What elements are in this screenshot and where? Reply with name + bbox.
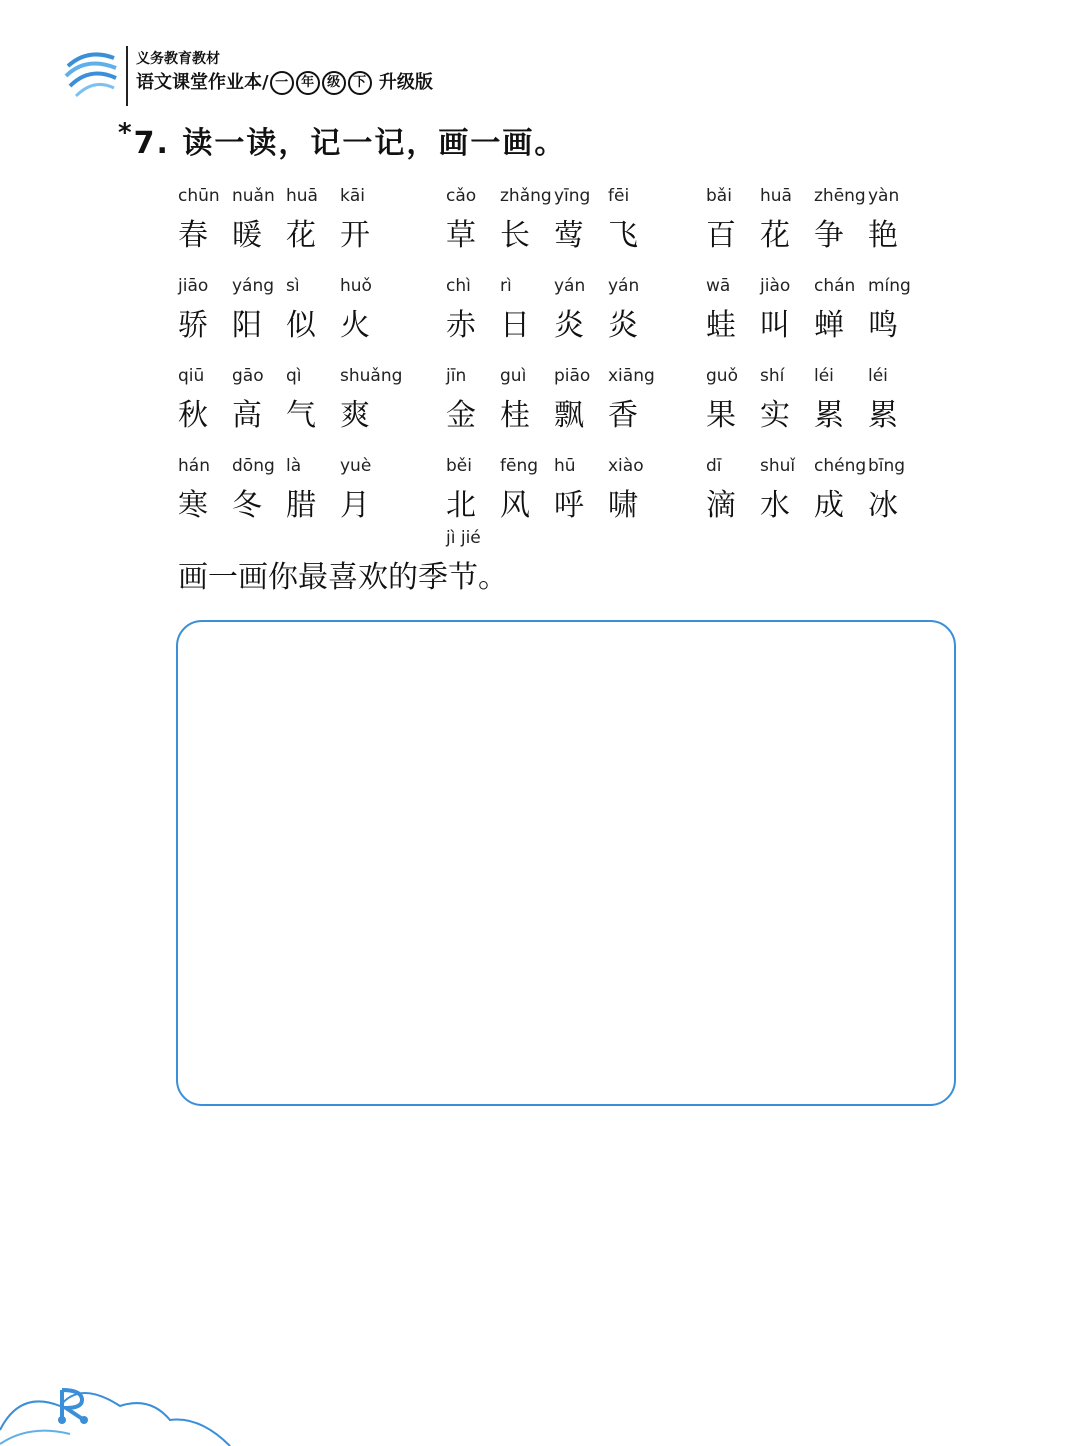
hanzi-char: 莺 xyxy=(554,218,584,253)
phrase-hanzi xyxy=(706,480,936,524)
hanzi-char: 艳 xyxy=(868,218,898,253)
pinyin-syllable: shí xyxy=(760,366,785,386)
hanzi-char: 暖 xyxy=(232,218,262,253)
pinyin-syllable: chì xyxy=(446,276,471,296)
hanzi-char: 气 xyxy=(286,398,316,433)
pinyin-syllable: shuǎng xyxy=(340,366,403,386)
hanzi-char: 成 xyxy=(814,488,844,523)
pinyin-syllable: fēi xyxy=(608,186,630,206)
hanzi-char: 滴 xyxy=(706,488,736,523)
phrase-hanzi xyxy=(178,300,408,344)
phrase-hanzi xyxy=(178,390,408,434)
hanzi-char: 金 xyxy=(446,398,476,433)
hanzi-char: 赤 xyxy=(446,308,476,343)
hanzi-char: 冰 xyxy=(868,488,898,523)
pinyin-syllable: yáng xyxy=(232,276,275,296)
pinyin-syllable: xiāng xyxy=(608,366,655,386)
hanzi-char: 日 xyxy=(500,308,530,343)
pinyin-syllable: léi xyxy=(868,366,888,386)
pinyin-syllable: hū xyxy=(554,456,576,476)
pinyin-syllable: bǎi xyxy=(706,186,732,206)
hanzi-char: 实 xyxy=(760,398,790,433)
pinyin-syllable: chūn xyxy=(178,186,220,206)
hanzi-char: 骄 xyxy=(178,308,208,343)
phrase-pinyin xyxy=(706,276,936,298)
pinyin-syllable: míng xyxy=(868,276,911,296)
hanzi-char: 秋 xyxy=(178,398,208,433)
phrase-hanzi xyxy=(706,300,936,344)
pinyin-syllable: là xyxy=(286,456,302,476)
phrase-pinyin xyxy=(446,456,676,478)
hanzi-char: 花 xyxy=(760,218,790,253)
phrase-pinyin xyxy=(178,186,408,208)
hanzi-char: 风 xyxy=(500,488,530,523)
hanzi-char: 鸣 xyxy=(868,308,898,343)
pinyin-syllable: dōng xyxy=(232,456,275,476)
hanzi-char: 似 xyxy=(286,308,316,343)
hanzi-char: 爽 xyxy=(340,398,370,433)
cloud-r-logo-icon xyxy=(0,1360,240,1446)
pinyin-syllable: guì xyxy=(500,366,527,386)
grade-char: 一 xyxy=(270,71,294,95)
phrase-pinyin xyxy=(178,276,408,298)
hanzi-char: 腊 xyxy=(286,488,316,523)
phrase-pinyin xyxy=(706,186,936,208)
pinyin-syllable: xiào xyxy=(608,456,644,476)
hanzi-char: 寒 xyxy=(178,488,208,523)
phrase-pinyin xyxy=(706,456,936,478)
phrase-item xyxy=(178,276,408,344)
phrase-hanzi xyxy=(446,390,676,434)
phrase-hanzi xyxy=(178,480,408,524)
pinyin-syllable: guǒ xyxy=(706,366,738,386)
pinyin-syllable: qiū xyxy=(178,366,205,386)
pinyin-syllable: piāo xyxy=(554,366,591,386)
exercise-title xyxy=(118,118,566,162)
hanzi-char: 桂 xyxy=(500,398,530,433)
hanzi-char: 高 xyxy=(232,398,262,433)
pinyin-syllable: bīng xyxy=(868,456,906,476)
hanzi-char: 长 xyxy=(500,218,530,253)
pinyin-syllable: nuǎn xyxy=(232,186,275,206)
hanzi-char: 花 xyxy=(286,218,316,253)
pinyin-syllable: sì xyxy=(286,276,300,296)
phrase-hanzi xyxy=(446,300,676,344)
hanzi-char: 阳 xyxy=(232,308,262,343)
hanzi-char: 累 xyxy=(814,398,844,433)
pinyin-syllable: jiào xyxy=(760,276,791,296)
pinyin-syllable: rì xyxy=(500,276,512,296)
phrase-pinyin xyxy=(446,276,676,298)
phrase-hanzi xyxy=(446,480,676,524)
hanzi-char: 冬 xyxy=(232,488,262,523)
hanzi-char: 炎 xyxy=(554,308,584,343)
drawing-area[interactable] xyxy=(176,620,956,1106)
pinyin-syllable: zhēng xyxy=(814,186,866,206)
pinyin-syllable: yàn xyxy=(868,186,900,206)
hanzi-char: 百 xyxy=(706,218,736,253)
pinyin-syllable: dī xyxy=(706,456,722,476)
hanzi-char: 春 xyxy=(178,218,208,253)
exercise-title-text: 7. 读一读，记一记，画一画。 xyxy=(133,126,567,161)
phrase-item xyxy=(178,186,408,254)
optional-star: * xyxy=(118,118,134,148)
hanzi-char: 争 xyxy=(814,218,844,253)
hanzi-char: 果 xyxy=(706,398,736,433)
phrase-pinyin xyxy=(178,366,408,388)
hanzi-char: 啸 xyxy=(608,488,638,523)
phrase-item xyxy=(446,276,676,344)
phrase-pinyin xyxy=(446,366,676,388)
phrase-hanzi xyxy=(446,210,676,254)
phrase-pinyin xyxy=(178,456,408,478)
phrase-item xyxy=(178,456,408,524)
hanzi-char: 累 xyxy=(868,398,898,433)
phrase-item xyxy=(446,456,676,524)
phrase-hanzi xyxy=(706,390,936,434)
phrase-item xyxy=(446,186,676,254)
phrase-hanzi xyxy=(178,210,408,254)
prompt-pinyin: jì jié xyxy=(446,528,481,548)
hanzi-char: 水 xyxy=(760,488,790,523)
phrase-item xyxy=(706,276,936,344)
phrase-item xyxy=(706,456,936,524)
pinyin-syllable: wā xyxy=(706,276,731,296)
pinyin-syllable: jīn xyxy=(446,366,467,386)
phrase-hanzi xyxy=(706,210,936,254)
series-label: 义务教育教材 xyxy=(136,51,220,67)
pinyin-syllable: chéng xyxy=(814,456,867,476)
hanzi-char: 炎 xyxy=(608,308,638,343)
pinyin-syllable: fēng xyxy=(500,456,539,476)
pinyin-syllable: yīng xyxy=(554,186,591,206)
pinyin-syllable: yuè xyxy=(340,456,372,476)
pinyin-syllable: jiāo xyxy=(178,276,209,296)
header-divider xyxy=(126,46,128,106)
hanzi-char: 叫 xyxy=(760,308,790,343)
hanzi-char: 月 xyxy=(340,488,370,523)
pinyin-syllable: gāo xyxy=(232,366,264,386)
pinyin-syllable: yán xyxy=(554,276,586,296)
phrase-item xyxy=(706,366,936,434)
hanzi-char: 火 xyxy=(340,308,370,343)
hanzi-char: 蝉 xyxy=(814,308,844,343)
book-title xyxy=(136,68,433,95)
prompt-text: 画一画你最喜欢的季节。 xyxy=(178,560,508,595)
hanzi-char: 开 xyxy=(340,218,370,253)
hanzi-char: 香 xyxy=(608,398,638,433)
book-title-prefix: 语文课堂作业本/ xyxy=(136,72,269,93)
phrase-item xyxy=(178,366,408,434)
hanzi-char: 呼 xyxy=(554,488,584,523)
pinyin-syllable: huā xyxy=(760,186,792,206)
phrase-pinyin xyxy=(706,366,936,388)
pinyin-syllable: chán xyxy=(814,276,856,296)
hanzi-char: 草 xyxy=(446,218,476,253)
pinyin-syllable: kāi xyxy=(340,186,365,206)
pinyin-syllable: huǒ xyxy=(340,276,372,296)
book-title-suffix: 升级版 xyxy=(378,72,433,93)
pinyin-syllable: cǎo xyxy=(446,186,477,206)
pinyin-syllable: běi xyxy=(446,456,472,476)
grade-char: 年 xyxy=(296,71,320,95)
grade-char: 级 xyxy=(322,71,346,95)
hanzi-char: 蛙 xyxy=(706,308,736,343)
pinyin-syllable: qì xyxy=(286,366,302,386)
pinyin-syllable: léi xyxy=(814,366,834,386)
swirl-logo-icon xyxy=(62,44,120,104)
pinyin-syllable: hán xyxy=(178,456,210,476)
phrase-item xyxy=(446,366,676,434)
pinyin-syllable: yán xyxy=(608,276,640,296)
hanzi-char: 北 xyxy=(446,488,476,523)
phrase-item xyxy=(706,186,936,254)
phrase-pinyin xyxy=(446,186,676,208)
pinyin-syllable: zhǎng xyxy=(500,186,552,206)
grade-char: 下 xyxy=(348,71,372,95)
pinyin-syllable: shuǐ xyxy=(760,456,796,476)
hanzi-char: 飘 xyxy=(554,398,584,433)
pinyin-syllable: huā xyxy=(286,186,318,206)
hanzi-char: 飞 xyxy=(608,218,638,253)
